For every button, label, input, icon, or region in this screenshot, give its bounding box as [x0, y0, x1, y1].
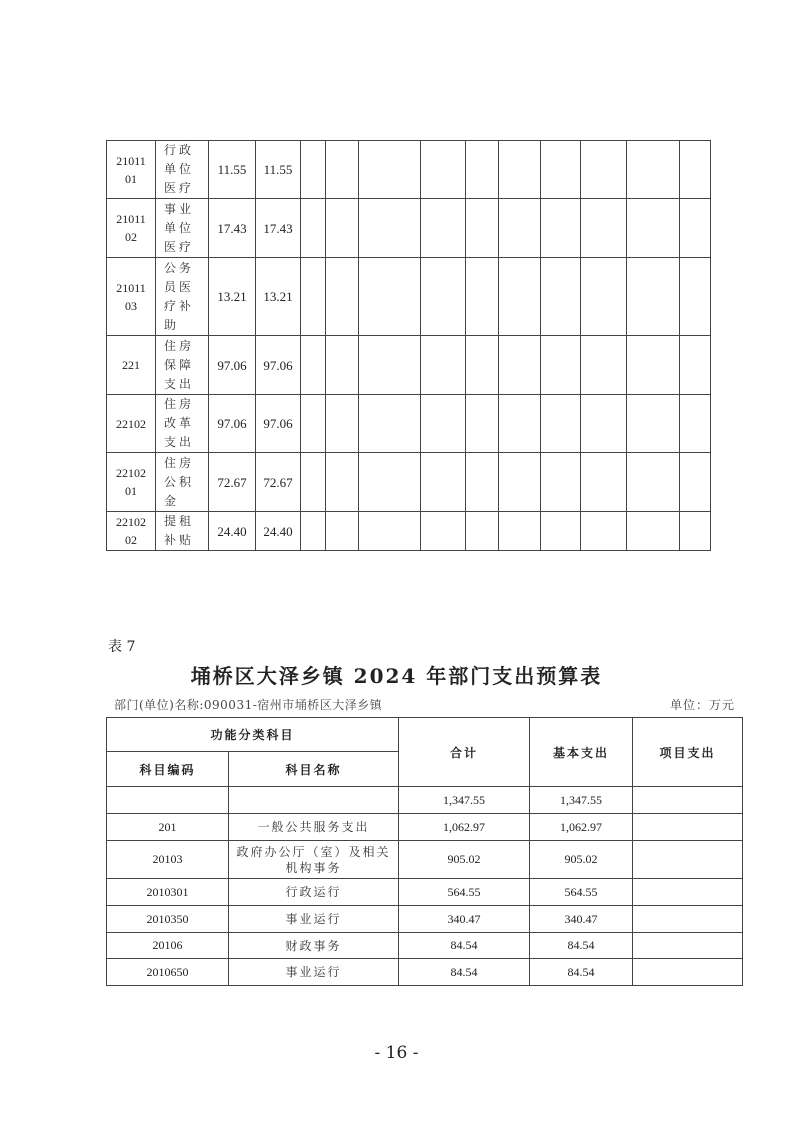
subject-name: 行政运行: [229, 879, 399, 906]
empty-cell: [499, 395, 541, 453]
subject-code-line: 21011: [116, 212, 146, 226]
empty-cell: [326, 336, 359, 395]
empty-cell: [627, 258, 680, 336]
empty-cell: [301, 395, 326, 453]
subject-name-line: 住房: [164, 397, 195, 411]
subject-name-line: 补贴: [164, 533, 195, 547]
basic-value: 97.06: [256, 395, 301, 453]
top-budget-table: [106, 140, 711, 551]
empty-cell: [627, 199, 680, 258]
total-value: 905.02: [399, 841, 530, 879]
subject-name: [156, 336, 209, 395]
subject-code-line: 221: [122, 358, 140, 372]
empty-cell: [541, 395, 581, 453]
unit-label: 单位：万元: [669, 698, 735, 712]
subject-name-line: 医疗: [164, 181, 195, 195]
empty-cell: [581, 336, 627, 395]
subject-code-line: 22102: [116, 466, 146, 480]
empty-cell: [326, 395, 359, 453]
total-value: 24.40: [209, 512, 256, 551]
basic-expenditure-value: 1,347.55: [530, 787, 633, 814]
empty-cell: [359, 395, 421, 453]
empty-cell: [581, 395, 627, 453]
empty-cell: [326, 258, 359, 336]
subject-name: [156, 453, 209, 512]
project-expenditure-value: [633, 814, 743, 841]
empty-cell: [499, 199, 541, 258]
empty-cell: [421, 141, 466, 199]
empty-cell: [581, 199, 627, 258]
subject-code-line: 02: [125, 533, 137, 547]
basic-value: 72.67: [256, 453, 301, 512]
empty-cell: [541, 453, 581, 512]
total-value: 1,062.97: [399, 814, 530, 841]
subject-name: 事业运行: [229, 906, 399, 933]
empty-cell: [359, 141, 421, 199]
empty-cell: [421, 258, 466, 336]
subject-name-line: 医疗: [164, 239, 195, 254]
empty-cell: [326, 453, 359, 512]
subject-code: [107, 395, 156, 453]
project-expenditure-value: [633, 879, 743, 906]
empty-cell: [680, 512, 711, 551]
subject-name-line: 保障: [164, 357, 195, 372]
empty-cell: [301, 336, 326, 395]
subject-code-line: 03: [125, 298, 137, 313]
subject-name: [156, 258, 209, 336]
subject-code-line: 22102: [116, 416, 146, 431]
subject-name-line: 改革: [164, 416, 195, 430]
empty-cell: [466, 395, 499, 453]
empty-cell: [581, 453, 627, 512]
subject-name-line: 公积: [164, 474, 195, 489]
empty-cell: [466, 336, 499, 395]
empty-cell: [359, 336, 421, 395]
subject-name: [156, 199, 209, 258]
empty-cell: [499, 141, 541, 199]
empty-cell: [421, 199, 466, 258]
subject-code-line: 02: [125, 230, 137, 244]
empty-cell: [541, 141, 581, 199]
subject-code: [107, 141, 156, 199]
empty-cell: [421, 453, 466, 512]
empty-cell: [680, 199, 711, 258]
basic-value: 17.43: [256, 199, 301, 258]
subject-name-line: 公务: [164, 260, 195, 275]
subject-code: 20106: [107, 933, 229, 959]
basic-value: 97.06: [256, 336, 301, 395]
basic-expenditure-value: 84.54: [530, 933, 633, 959]
basic-expenditure-value: 84.54: [530, 959, 633, 986]
table-row: [107, 879, 743, 906]
subject-code: [107, 453, 156, 512]
table-row: [107, 841, 743, 879]
subject-name-line: 支出: [164, 376, 195, 391]
table-label: 表 7: [108, 639, 136, 655]
table-row: [107, 199, 711, 258]
empty-cell: [627, 336, 680, 395]
subject-name-line: 助: [164, 317, 180, 332]
subject-name-line: 事业: [164, 201, 195, 216]
table-row: [107, 814, 743, 841]
empty-cell: [499, 258, 541, 336]
header-project-expenditure: 项目支出: [633, 718, 743, 787]
subject-name-line: 单位: [164, 220, 195, 235]
basic-expenditure-value: 1,062.97: [530, 814, 633, 841]
empty-cell: [359, 199, 421, 258]
empty-cell: [541, 258, 581, 336]
basic-value: 11.55: [256, 141, 301, 199]
subject-code: [107, 199, 156, 258]
empty-cell: [301, 199, 326, 258]
department-name: 部门(单位)名称:090031-宿州市埇桥区大泽乡镇: [114, 698, 383, 712]
empty-cell: [301, 141, 326, 199]
project-expenditure-value: [633, 959, 743, 986]
empty-cell: [301, 512, 326, 551]
total-value: 97.06: [209, 395, 256, 453]
header-function-category: 功能分类科目: [107, 718, 399, 752]
subject-code: 20103: [107, 841, 229, 879]
empty-cell: [627, 512, 680, 551]
subject-name-line: 员医: [164, 279, 195, 294]
table-row: [107, 933, 743, 959]
empty-cell: [627, 453, 680, 512]
basic-value: 24.40: [256, 512, 301, 551]
empty-cell: [359, 258, 421, 336]
subject-code: [107, 787, 229, 814]
empty-cell: [680, 258, 711, 336]
empty-cell: [359, 512, 421, 551]
project-expenditure-value: [633, 787, 743, 814]
empty-cell: [326, 512, 359, 551]
project-expenditure-value: [633, 906, 743, 933]
total-value: 11.55: [209, 141, 256, 199]
empty-cell: [466, 453, 499, 512]
empty-cell: [301, 453, 326, 512]
header-total: 合计: [399, 718, 530, 787]
total-value: 72.67: [209, 453, 256, 512]
empty-cell: [499, 512, 541, 551]
table-title: 埇桥区大泽乡镇 2024 年部门支出预算表: [190, 664, 603, 688]
subject-name-line: 住房: [164, 455, 195, 470]
empty-cell: [680, 141, 711, 199]
empty-cell: [581, 258, 627, 336]
empty-cell: [466, 258, 499, 336]
empty-cell: [627, 141, 680, 199]
subject-code-line: 01: [125, 171, 137, 186]
empty-cell: [421, 512, 466, 551]
subject-name: 一般公共服务支出: [229, 814, 399, 841]
table-row: [107, 336, 711, 395]
subject-name: [156, 395, 209, 453]
subject-name-line: 支出: [164, 435, 195, 449]
empty-cell: [627, 395, 680, 453]
empty-cell: [680, 395, 711, 453]
table-row: [107, 906, 743, 933]
empty-cell: [541, 512, 581, 551]
subject-name-line: 疗补: [164, 298, 195, 313]
subject-code: 2010301: [107, 879, 229, 906]
subject-name-line: 单位: [164, 162, 195, 176]
subject-code-line: 22102: [116, 515, 146, 529]
subject-code: [107, 512, 156, 551]
total-value: 84.54: [399, 933, 530, 959]
subject-name-line: 住房: [164, 338, 195, 353]
empty-cell: [466, 512, 499, 551]
empty-cell: [680, 336, 711, 395]
header-subject-name: 科目名称: [229, 752, 399, 787]
subject-name-line: 行政: [164, 143, 195, 157]
subject-code: 201: [107, 814, 229, 841]
subject-code: [107, 258, 156, 336]
table-row: [107, 395, 711, 453]
subject-name-line: 金: [164, 493, 180, 508]
empty-cell: [541, 336, 581, 395]
empty-cell: [466, 199, 499, 258]
table-row: [107, 512, 711, 551]
empty-cell: [581, 141, 627, 199]
subject-name-line: 提租: [164, 514, 195, 528]
table-row: [107, 787, 743, 814]
total-value: 13.21: [209, 258, 256, 336]
empty-cell: [499, 336, 541, 395]
expenditure-budget-table: [106, 717, 743, 986]
subject-code-line: 21011: [116, 153, 146, 168]
project-expenditure-value: [633, 841, 743, 879]
total-value: 340.47: [399, 906, 530, 933]
project-expenditure-value: [633, 933, 743, 959]
table-row: [107, 258, 711, 336]
empty-cell: [680, 453, 711, 512]
header-subject-code: 科目编码: [107, 752, 229, 787]
empty-cell: [301, 258, 326, 336]
empty-cell: [359, 453, 421, 512]
total-value: 17.43: [209, 199, 256, 258]
basic-value: 13.21: [256, 258, 301, 336]
subject-code: 2010650: [107, 959, 229, 986]
subject-code: 2010350: [107, 906, 229, 933]
empty-cell: [421, 336, 466, 395]
subject-name: [156, 141, 209, 199]
total-value: 84.54: [399, 959, 530, 986]
page-number: - 16 -: [374, 1043, 419, 1063]
subject-name: [156, 512, 209, 551]
total-value: 97.06: [209, 336, 256, 395]
total-value: 1,347.55: [399, 787, 530, 814]
empty-cell: [421, 395, 466, 453]
subject-code-line: 21011: [116, 280, 146, 295]
subject-name: 政府办公厅（室）及相关机构事务: [229, 841, 399, 879]
basic-expenditure-value: 340.47: [530, 906, 633, 933]
subject-code-line: 01: [125, 484, 137, 498]
subject-name: [229, 787, 399, 814]
header-basic-expenditure: 基本支出: [530, 718, 633, 787]
total-value: 564.55: [399, 879, 530, 906]
empty-cell: [499, 453, 541, 512]
basic-expenditure-value: 905.02: [530, 841, 633, 879]
empty-cell: [541, 199, 581, 258]
empty-cell: [326, 199, 359, 258]
subject-name: 财政事务: [229, 933, 399, 959]
table-row: [107, 959, 743, 986]
empty-cell: [581, 512, 627, 551]
basic-expenditure-value: 564.55: [530, 879, 633, 906]
subject-name: 事业运行: [229, 959, 399, 986]
table-row: [107, 453, 711, 512]
empty-cell: [326, 141, 359, 199]
subject-code: [107, 336, 156, 395]
table-row: [107, 141, 711, 199]
empty-cell: [466, 141, 499, 199]
